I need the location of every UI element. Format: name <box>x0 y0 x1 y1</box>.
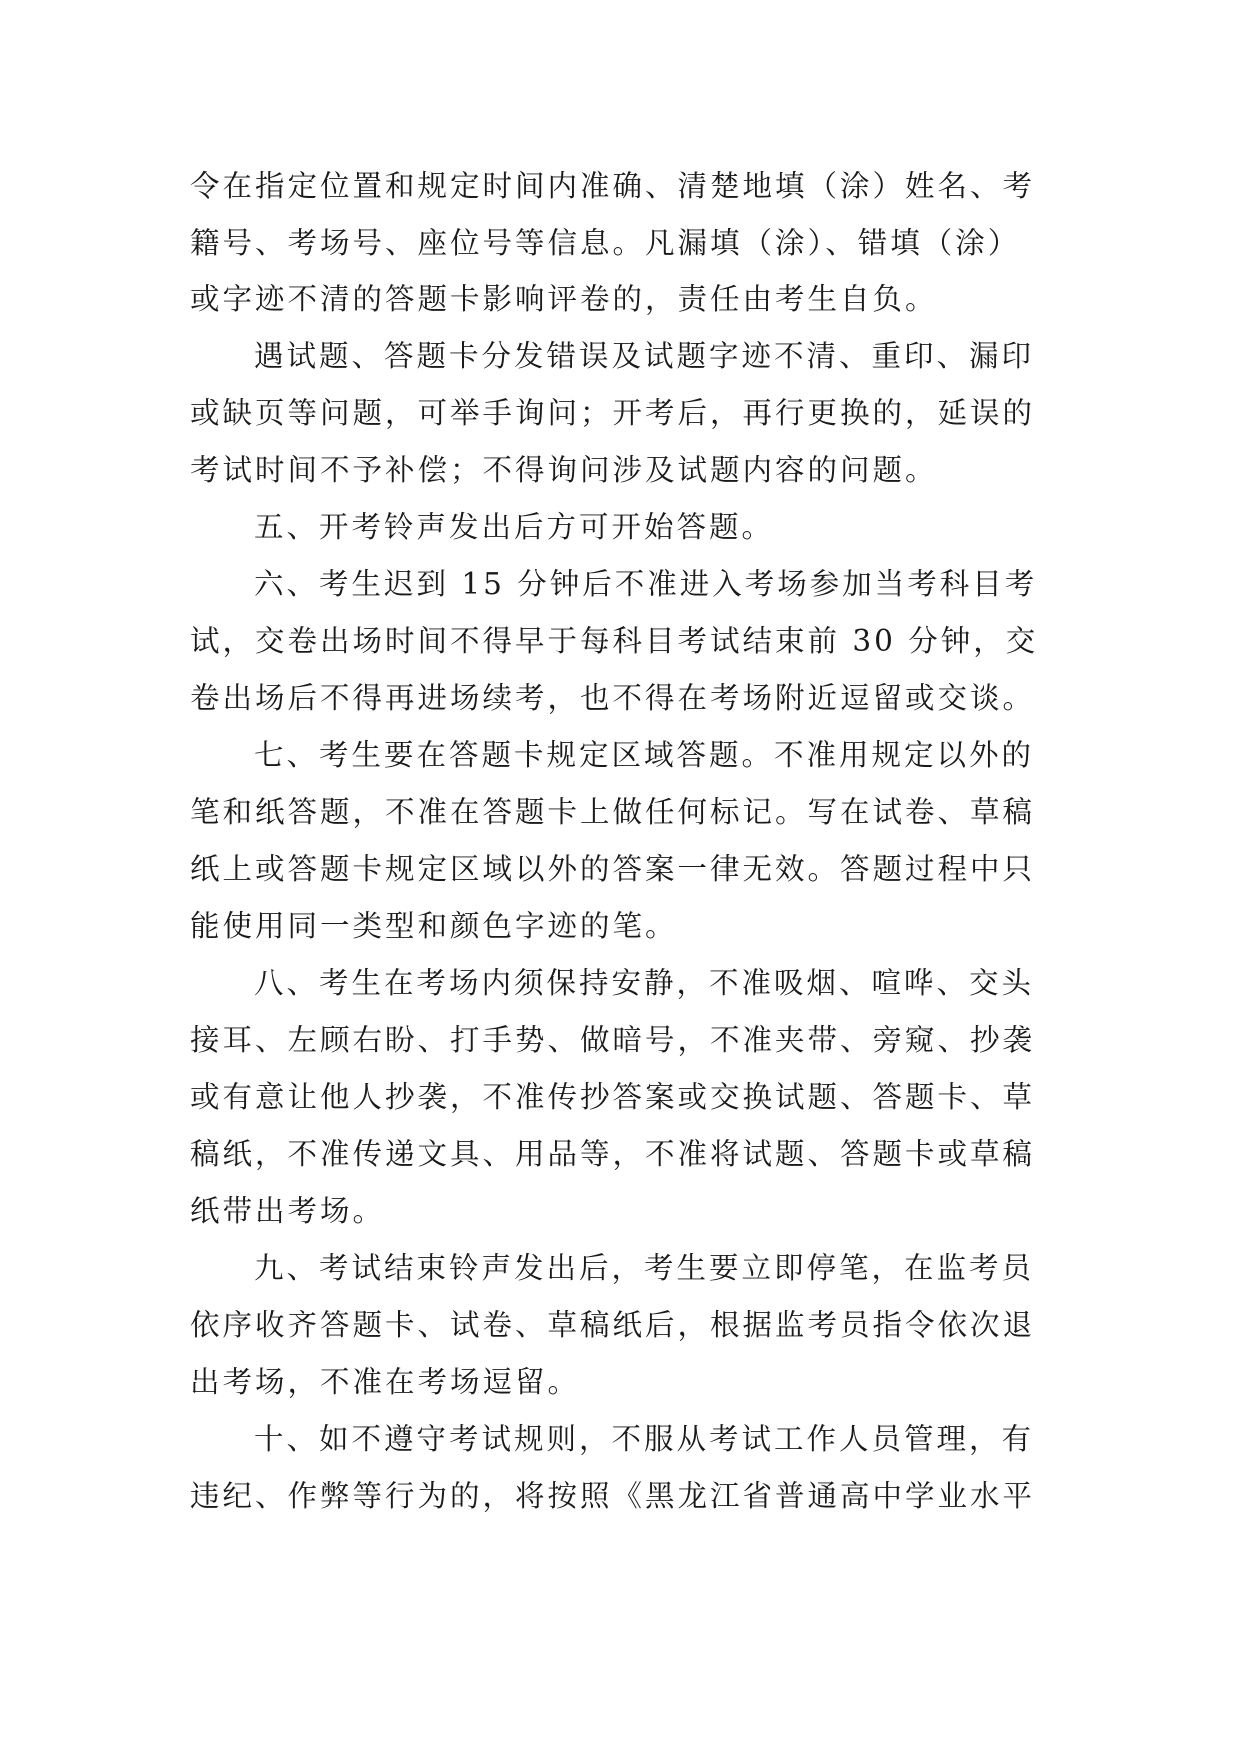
text-line: 令在指定位置和规定时间内准确、清楚地填（涂）姓名、考 <box>190 169 1036 203</box>
paragraph-start-line: 八、考生在考场内须保持安静，不准吸烟、喧哗、交头 <box>254 966 1035 1000</box>
paragraph-start-line: 六、考生迟到 15 分钟后不准进入考场参加当考科目考 <box>254 567 1038 601</box>
text-line: 能使用同一类型和颜色字迹的笔。 <box>190 909 678 943</box>
text-line: 试，交卷出场时间不得早于每科目考试结束前 30 分钟，交 <box>190 624 1039 658</box>
text-line: 稿纸，不准传递文具、用品等，不准将试题、答题卡或草稿 <box>190 1137 1036 1171</box>
paragraph-start-line: 五、开考铃声发出后方可开始答题。 <box>254 510 775 544</box>
text-line: 依序收齐答题卡、试卷、草稿纸后，根据监考员指令依次退 <box>190 1308 1036 1342</box>
text-line: 违纪、作弊等行为的，将按照《黑龙江省普通高中学业水平 <box>190 1479 1036 1513</box>
paragraph-start-line: 十、如不遵守考试规则，不服从考试工作人员管理，有 <box>254 1422 1035 1456</box>
paragraph-start-line: 九、考试结束铃声发出后，考生要立即停笔，在监考员 <box>254 1251 1035 1285</box>
text-line: 接耳、左顾右盼、打手势、做暗号，不准夹带、旁窥、抄袭 <box>190 1023 1036 1057</box>
text-line: 卷出场后不得再进场续考，也不得在考场附近逗留或交谈。 <box>190 681 1036 715</box>
text-line: 笔和纸答题，不准在答题卡上做任何标记。写在试卷、草稿 <box>190 795 1036 829</box>
text-line: 纸带出考场。 <box>190 1194 386 1228</box>
text-line: 出考场，不准在考场逗留。 <box>190 1365 581 1399</box>
text-line: 考试时间不予补偿；不得询问涉及试题内容的问题。 <box>190 453 938 487</box>
paragraph-start-line: 遇试题、答题卡分发错误及试题字迹不清、重印、漏印 <box>254 339 1035 373</box>
paragraph-start-line: 七、考生要在答题卡规定区域答题。不准用规定以外的 <box>254 738 1035 772</box>
text-line: 籍号、考场号、座位号等信息。凡漏填（涂）、错填（涂） <box>190 226 1021 260</box>
text-line: 或缺页等问题，可举手询问；开考后，再行更换的，延误的 <box>190 396 1036 430</box>
text-line: 纸上或答题卡规定区域以外的答案一律无效。答题过程中只 <box>190 852 1036 886</box>
text-line: 或字迹不清的答题卡影响评卷的，责任由考生自负。 <box>190 282 938 316</box>
text-line: 或有意让他人抄袭，不准传抄答案或交换试题、答题卡、草 <box>190 1080 1036 1114</box>
